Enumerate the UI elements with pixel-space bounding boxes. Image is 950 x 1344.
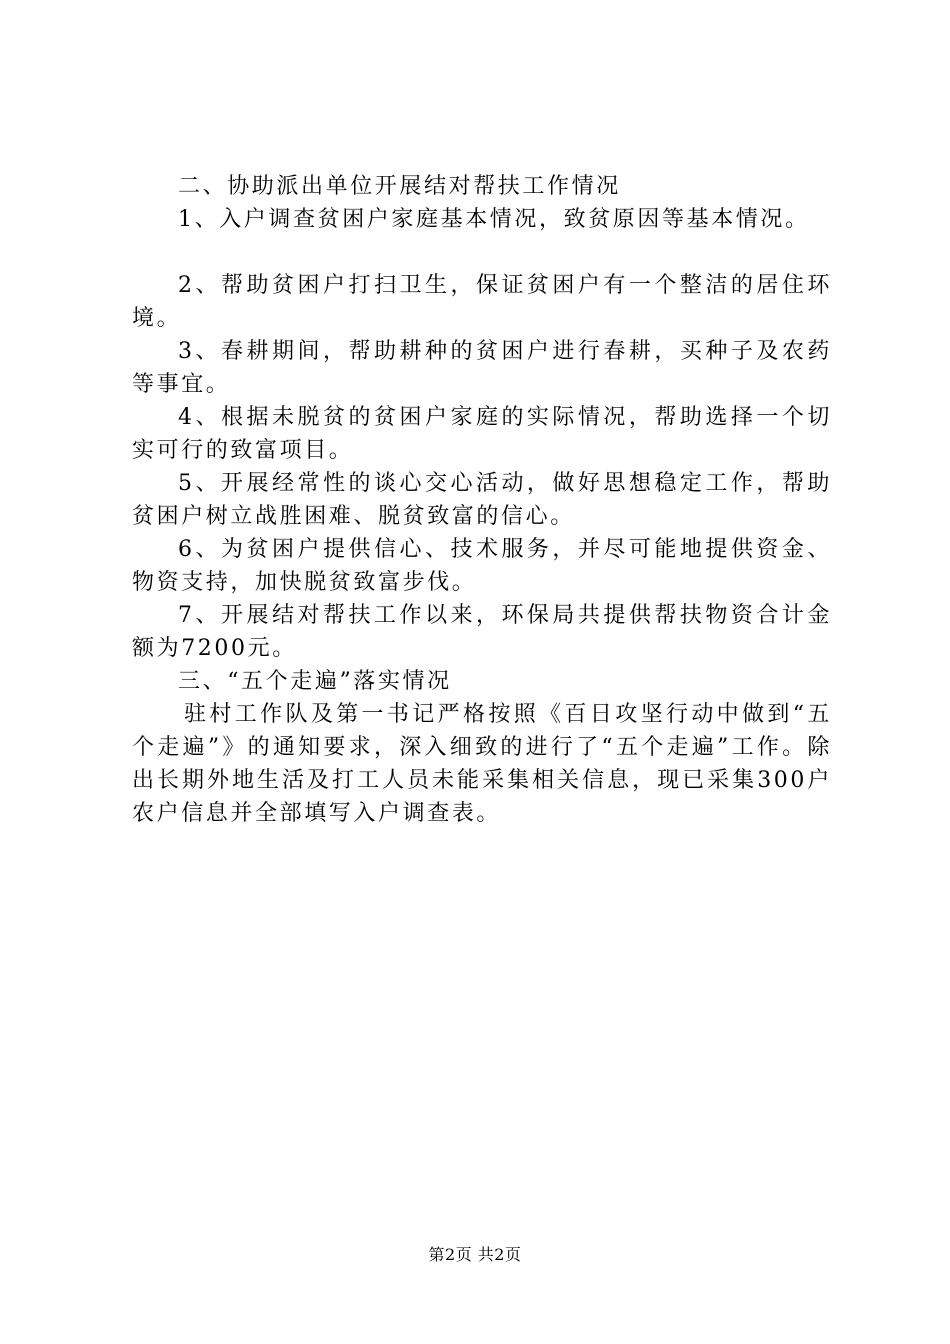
section-heading-2: 二、协助派出单位开展结对帮扶工作情况 [178, 174, 621, 199]
page-footer: 第2页 共2页 [428, 1245, 522, 1264]
list-item-2: 2、帮助贫困户打扫卫生，保证贫困户有一个整洁的居住环境。 [132, 273, 832, 331]
body-paragraph: 驻村工作队及第一书记严格按照《百日攻坚行动中做到“五个走遍”》的通知要求，深入细致的进行了“五个走遍”工作。除出长期外地生活及打工人员未能采集相关信息，现已采集300户农户信息并全部填写入户调查表。 [132, 702, 832, 826]
list-item-1: 1、入户调查贫困户家庭基本情况，致贫原因等基本情况。 [178, 207, 810, 232]
list-item-6: 6、为贫困户提供信心、技术服务，并尽可能地提供资金、物资支持，加快脱贫致富步伐。 [132, 537, 832, 595]
document-body [132, 170, 832, 830]
section-heading-3: 三、“五个走遍”落实情况 [178, 669, 452, 694]
list-item-4: 4、根据未脱贫的贫困户家庭的实际情况，帮助选择一个切实可行的致富项目。 [132, 405, 832, 463]
list-item-5: 5、开展经常性的谈心交心活动，做好思想稳定工作，帮助贫困户树立战胜困难、脱贫致富的信心。 [132, 471, 832, 529]
list-item-7: 7、开展结对帮扶工作以来，环保局共提供帮扶物资合计金额为7200元。 [132, 603, 832, 661]
list-item-3: 3、春耕期间，帮助耕种的贫困户进行春耕，买种子及农药等事宜。 [132, 339, 832, 397]
